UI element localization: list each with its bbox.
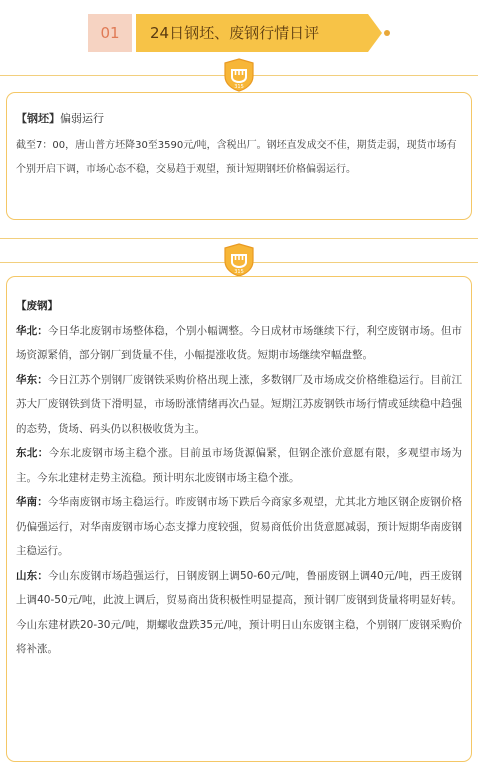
region-paragraph (16, 490, 462, 564)
region-text: 今日华北废钢市场整体稳，个别小幅调整。今日成材市场继续下行，利空废钢市场。但市场资源紧俏，部分钢厂到货量不佳，小幅提涨收货。短期市场继续窄幅盘整。 (16, 324, 463, 361)
billet-body: 截至7：00，唐山普方坯降30至3590元/吨，含税出厂。钢坯直发成交不佳，期货走弱，现货市场有个别开启下调，市场心态不稳，交易趋于观望，预计短期钢坯价格偏弱运行。 (16, 140, 457, 175)
region-text: 今山东废钢市场趋强运行，日钢废钢上调50-60元/吨，鲁丽废钢上调40元/吨，西王废钢上调40-50元/吨，此波上调后，贸易商出货积极性明显提高，预计钢厂废钢到货量将明显好转。今山东建材跌20-30元/吨，期螺收盘跌35元/吨，预计明日山东废钢主稳，个别钢厂废钢采购价将补涨。 (16, 569, 463, 655)
scrap-heading: 【废钢】 (16, 300, 58, 312)
region-name: 华东： (16, 373, 48, 386)
svg-text:315: 315 (234, 269, 244, 275)
section-title: 24日钢坯、废钢行情日评 (136, 14, 368, 52)
billet-heading-note: 偏弱运行 (60, 112, 104, 125)
region-paragraph (16, 564, 462, 662)
title-banner (88, 14, 388, 52)
svg-text:315: 315 (234, 84, 244, 90)
divider-line (0, 238, 478, 239)
section-number: 01 (88, 14, 132, 52)
banner-dot-icon (384, 30, 390, 36)
region-name: 华南： (16, 496, 48, 508)
region-paragraph (16, 441, 462, 490)
fist-badge-icon (222, 58, 256, 92)
region-text: 今东北废钢市场主稳个涨。目前虽市场货源偏紧，但钢企涨价意愿有限，多观望市场为主。今东北建材走势主流稳。预计明东北废钢市场主稳个涨。 (16, 447, 463, 484)
region-paragraph (16, 319, 462, 368)
fist-badge-icon (222, 243, 256, 277)
region-text: 今日江苏个别钢厂废钢铁采购价格出现上涨，多数钢厂及市场成交价格维稳运行。目前江苏大厂废钢铁到货下滑明显，市场盼涨情绪再次凸显。短期江苏废钢铁市场行情或延续稳中趋强的态势，货场、码头仍以积极收货为主。 (16, 373, 463, 435)
billet-heading (16, 110, 104, 126)
region-paragraph (16, 368, 462, 442)
region-text: 今华南废钢市场主稳运行。昨废钢市场下跌后今商家多观望，尤其北方地区钢企废钢价格仍偏强运行，对华南废钢市场心态支撑力度较强，贸易商低价出货意愿减弱，预计短期华南废钢主稳运行。 (16, 496, 463, 557)
region-name: 东北： (16, 447, 49, 459)
scrap-content (16, 294, 462, 662)
region-name: 山东： (16, 569, 48, 582)
region-name: 华北： (16, 324, 48, 337)
billet-heading-label: 【钢坯】 (16, 112, 60, 125)
banner-arrow-icon (368, 14, 382, 52)
